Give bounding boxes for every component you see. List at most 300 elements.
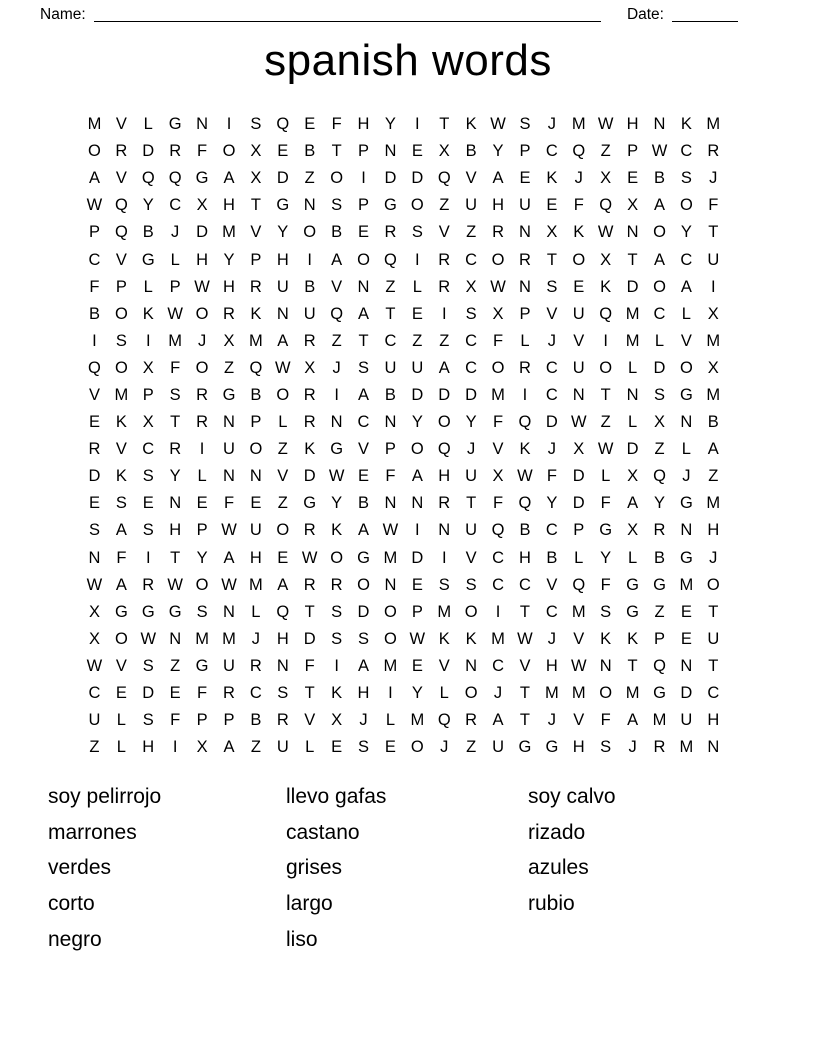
grid-letter: A xyxy=(115,575,127,594)
grid-letter: Z xyxy=(466,223,477,242)
grid-letter: B xyxy=(653,548,665,567)
grid-letter: T xyxy=(546,250,557,269)
grid-letter: P xyxy=(223,711,235,730)
grid-letter: Y xyxy=(411,684,423,703)
grid-letter: N xyxy=(196,115,209,134)
word-list-item: marrones xyxy=(48,820,137,844)
grid-row xyxy=(81,219,727,246)
grid-letter: H xyxy=(707,521,720,540)
grid-letter: N xyxy=(518,277,531,296)
grid-letter: X xyxy=(142,358,154,377)
grid-letter: E xyxy=(411,575,423,594)
grid-letter: E xyxy=(519,169,531,188)
grid-letter: O xyxy=(330,548,344,567)
grid-letter: Q xyxy=(114,196,128,215)
grid-letter: D xyxy=(438,385,451,404)
grid-letter: U xyxy=(680,711,693,730)
grid-letter: E xyxy=(384,738,396,757)
grid-letter: T xyxy=(304,602,315,621)
grid-letter: E xyxy=(627,169,639,188)
grid-letter: Q xyxy=(518,494,532,513)
grid-letter: Z xyxy=(89,738,100,757)
grid-letter: I xyxy=(92,331,97,350)
grid-letter: D xyxy=(142,684,155,703)
grid-letter: C xyxy=(88,250,101,269)
grid-letter: R xyxy=(196,413,209,432)
grid-letter: U xyxy=(465,467,478,486)
grid-letter: T xyxy=(304,684,315,703)
grid-letter: G xyxy=(141,250,155,269)
grid-letter: T xyxy=(600,385,611,404)
grid-letter: A xyxy=(115,521,127,540)
grid-letter: M xyxy=(706,331,721,350)
grid-letter: N xyxy=(411,494,424,513)
grid-letter: O xyxy=(276,385,290,404)
grid-letter: H xyxy=(276,629,289,648)
grid-letter: X xyxy=(88,602,100,621)
grid-letter: H xyxy=(438,467,451,486)
grid-letter: T xyxy=(466,494,477,513)
grid-letter: A xyxy=(223,169,235,188)
grid-letter: C xyxy=(384,331,397,350)
grid-letter: V xyxy=(438,223,450,242)
grid-row xyxy=(81,626,727,653)
grid-letter: P xyxy=(627,142,639,161)
grid-letter: F xyxy=(385,467,396,486)
grid-letter: M xyxy=(410,711,425,730)
grid-letter: R xyxy=(438,277,451,296)
grid-letter: B xyxy=(250,385,262,404)
grid-letter: S xyxy=(142,711,154,730)
grid-letter: D xyxy=(196,223,209,242)
grid-letter: A xyxy=(653,196,665,215)
grid-letter: C xyxy=(680,250,693,269)
grid-letter: U xyxy=(572,304,585,323)
grid-letter: B xyxy=(519,521,531,540)
grid-letter: L xyxy=(305,738,315,757)
grid-letter: E xyxy=(358,223,370,242)
grid-letter: P xyxy=(519,304,531,323)
grid-letter: O xyxy=(195,575,209,594)
grid-letter: O xyxy=(357,575,370,594)
grid-letter: Z xyxy=(412,331,423,350)
grid-letter: X xyxy=(573,440,585,459)
grid-letter: R xyxy=(223,304,235,323)
grid-letter: M xyxy=(571,115,586,134)
grid-letter: H xyxy=(626,115,639,134)
grid-letter: R xyxy=(303,331,316,350)
grid-letter: H xyxy=(545,656,558,675)
grid-letter: Y xyxy=(465,413,477,432)
grid-row xyxy=(81,301,727,328)
grid-letter: C xyxy=(357,413,370,432)
grid-letter: I xyxy=(441,548,447,567)
grid-letter: Q xyxy=(276,602,290,621)
letter-grid xyxy=(81,111,727,761)
grid-letter: O xyxy=(88,142,101,161)
grid-letter: F xyxy=(546,467,557,486)
grid-letter: O xyxy=(330,169,344,188)
grid-letter: I xyxy=(172,738,178,757)
grid-letter: L xyxy=(574,548,584,567)
grid-letter: Q xyxy=(114,223,128,242)
grid-letter: R xyxy=(223,684,235,703)
grid-letter: G xyxy=(195,169,209,188)
grid-letter: U xyxy=(303,304,316,323)
grid-letter: R xyxy=(438,494,451,513)
grid-letter: M xyxy=(625,684,640,703)
grid-letter: Q xyxy=(491,521,505,540)
grid-row xyxy=(81,707,727,734)
grid-letter: A xyxy=(492,169,504,188)
grid-letter: O xyxy=(276,521,290,540)
grid-letter: N xyxy=(653,115,666,134)
grid-letter: M xyxy=(625,304,640,323)
grid-letter: B xyxy=(465,142,477,161)
grid-letter: S xyxy=(115,494,127,513)
grid-letter: Z xyxy=(331,331,342,350)
word-list-item: grises xyxy=(286,856,343,880)
grid-letter: S xyxy=(331,629,343,648)
grid-letter: T xyxy=(627,656,638,675)
grid-letter: K xyxy=(331,684,343,703)
grid-row xyxy=(81,246,727,273)
grid-letter: S xyxy=(411,223,423,242)
grid-letter: O xyxy=(491,358,505,377)
grid-letter: U xyxy=(276,738,289,757)
grid-letter: W xyxy=(597,115,614,134)
grid-letter: D xyxy=(653,358,666,377)
grid-letter: R xyxy=(249,656,262,675)
grid-letter: R xyxy=(384,223,397,242)
grid-letter: X xyxy=(627,196,639,215)
grid-letter: C xyxy=(492,548,504,567)
grid-letter: W xyxy=(597,223,614,242)
grid-letter: B xyxy=(304,277,316,296)
grid-letter: X xyxy=(196,196,208,215)
grid-letter: Q xyxy=(249,358,263,377)
grid-letter: B xyxy=(331,223,343,242)
grid-letter: G xyxy=(168,115,182,134)
grid-letter: G xyxy=(222,385,236,404)
grid-letter: X xyxy=(250,169,262,188)
grid-letter: I xyxy=(334,656,339,675)
grid-letter: N xyxy=(223,467,235,486)
grid-letter: Y xyxy=(384,115,396,134)
grid-letter: T xyxy=(627,250,638,269)
grid-letter: G xyxy=(303,494,317,513)
grid-letter: U xyxy=(518,196,531,215)
grid-letter: Q xyxy=(572,575,586,594)
grid-row xyxy=(81,328,727,355)
grid-letter: C xyxy=(169,196,182,215)
grid-letter: O xyxy=(384,629,397,648)
grid-letter: M xyxy=(652,711,667,730)
grid-letter: O xyxy=(491,250,505,269)
grid-letter: V xyxy=(573,331,585,350)
grid-letter: F xyxy=(600,575,611,594)
grid-letter: H xyxy=(142,738,155,757)
grid-letter: M xyxy=(383,656,398,675)
grid-letter: N xyxy=(572,385,585,404)
grid-letter: K xyxy=(465,629,477,648)
grid-letter: L xyxy=(520,331,530,350)
grid-letter: W xyxy=(409,629,426,648)
grid-letter: H xyxy=(572,738,585,757)
grid-letter: G xyxy=(679,548,693,567)
grid-letter: O xyxy=(572,250,586,269)
grid-letter: N xyxy=(169,494,182,513)
grid-letter: U xyxy=(707,629,720,648)
grid-letter: H xyxy=(492,196,504,215)
grid-letter: S xyxy=(600,602,612,621)
grid-letter: Z xyxy=(654,602,665,621)
grid-letter: M xyxy=(571,684,586,703)
grid-letter: L xyxy=(143,277,153,296)
word-list-item: castano xyxy=(286,820,360,844)
grid-row xyxy=(81,192,727,219)
grid-letter: R xyxy=(518,250,531,269)
grid-letter: F xyxy=(116,548,127,567)
grid-letter: L xyxy=(681,440,691,459)
grid-letter: D xyxy=(572,494,585,513)
grid-letter: R xyxy=(465,711,478,730)
grid-letter: I xyxy=(307,250,312,269)
grid-letter: Y xyxy=(277,223,289,242)
grid-letter: T xyxy=(519,711,530,730)
grid-letter: X xyxy=(627,467,639,486)
grid-letter: W xyxy=(301,548,318,567)
grid-letter: C xyxy=(545,385,558,404)
grid-letter: K xyxy=(519,440,531,459)
grid-letter: R xyxy=(438,250,451,269)
grid-letter: C xyxy=(545,602,558,621)
grid-letter: T xyxy=(170,413,181,432)
grid-letter: C xyxy=(545,521,558,540)
grid-letter: I xyxy=(226,115,232,134)
grid-letter: M xyxy=(222,223,236,242)
grid-letter: X xyxy=(465,277,477,296)
grid-letter: S xyxy=(680,169,692,188)
grid-letter: N xyxy=(384,413,397,432)
grid-row xyxy=(81,680,727,707)
grid-letter: J xyxy=(547,440,556,459)
grid-letter: N xyxy=(680,413,693,432)
grid-letter: E xyxy=(331,738,343,757)
grid-letter: D xyxy=(303,467,316,486)
grid-letter: E xyxy=(411,304,423,323)
header-row xyxy=(40,0,738,26)
grid-letter: S xyxy=(465,575,477,594)
grid-letter: I xyxy=(441,304,447,323)
grid-letter: L xyxy=(251,602,261,621)
grid-letter: Z xyxy=(708,467,719,486)
grid-letter: N xyxy=(249,467,262,486)
grid-letter: D xyxy=(572,467,585,486)
grid-letter: P xyxy=(573,521,585,540)
grid-letter: S xyxy=(88,521,100,540)
grid-letter: T xyxy=(708,223,719,242)
grid-letter: W xyxy=(570,656,587,675)
grid-letter: V xyxy=(115,115,127,134)
grid-letter: Z xyxy=(170,656,181,675)
grid-letter: X xyxy=(223,331,235,350)
word-list-item: verdes xyxy=(48,856,112,880)
grid-letter: M xyxy=(706,115,721,134)
grid-letter: P xyxy=(653,629,665,648)
grid-letter: O xyxy=(114,358,128,377)
grid-letter: K xyxy=(600,277,612,296)
grid-letter: L xyxy=(170,250,180,269)
grid-letter: M xyxy=(195,629,209,648)
grid-letter: N xyxy=(88,548,101,567)
grid-letter: Z xyxy=(600,142,611,161)
grid-letter: M xyxy=(87,115,102,134)
grid-letter: S xyxy=(519,115,531,134)
grid-letter: Y xyxy=(331,494,343,513)
grid-letter: D xyxy=(411,169,424,188)
grid-letter: J xyxy=(467,440,476,459)
grid-letter: P xyxy=(411,602,423,621)
grid-letter: F xyxy=(170,358,181,377)
grid-letter: R xyxy=(653,738,666,757)
grid-letter: S xyxy=(331,196,343,215)
grid-letter: M xyxy=(679,575,694,594)
grid-letter: N xyxy=(276,304,289,323)
grid-letter: V xyxy=(358,440,370,459)
grid-letter: D xyxy=(680,684,693,703)
grid-letter: W xyxy=(86,656,103,675)
grid-letter: Z xyxy=(277,440,288,459)
grid-letter: W xyxy=(167,575,183,594)
grid-letter: Y xyxy=(196,548,208,567)
grid-letter: U xyxy=(411,358,424,377)
grid-letter: C xyxy=(465,331,478,350)
grid-letter: O xyxy=(195,304,209,323)
grid-letter: E xyxy=(680,629,692,648)
grid-letter: D xyxy=(384,169,397,188)
grid-letter: S xyxy=(358,358,370,377)
grid-letter: M xyxy=(114,385,129,404)
grid-letter: Q xyxy=(437,711,451,730)
grid-letter: A xyxy=(277,331,289,350)
grid-letter: P xyxy=(88,223,100,242)
grid-letter: Z xyxy=(385,277,396,296)
grid-letter: E xyxy=(277,548,289,567)
grid-letter: G xyxy=(599,521,613,540)
grid-letter: T xyxy=(519,684,530,703)
grid-letter: Q xyxy=(88,358,101,377)
grid-letter: E xyxy=(88,494,100,513)
grid-letter: S xyxy=(358,629,370,648)
grid-letter: P xyxy=(384,440,396,459)
grid-letter: R xyxy=(303,413,316,432)
grid-letter: Q xyxy=(330,304,344,323)
grid-letter: F xyxy=(197,684,208,703)
grid-letter: E xyxy=(680,602,692,621)
grid-letter: H xyxy=(223,196,235,215)
grid-letter: M xyxy=(706,494,721,513)
grid-letter: Q xyxy=(276,115,290,134)
grid-letter: P xyxy=(358,142,370,161)
grid-letter: O xyxy=(706,575,720,594)
grid-letter: N xyxy=(626,223,639,242)
grid-letter: S xyxy=(250,115,262,134)
grid-row xyxy=(81,734,727,761)
grid-letter: R xyxy=(518,358,531,377)
grid-letter: G xyxy=(330,440,344,459)
grid-row xyxy=(81,111,727,138)
grid-letter: T xyxy=(708,602,719,621)
grid-letter: I xyxy=(522,385,528,404)
grid-letter: E xyxy=(411,142,423,161)
grid-letter: V xyxy=(277,467,289,486)
grid-letter: O xyxy=(410,440,424,459)
grid-letter: A xyxy=(358,304,370,323)
grid-letter: L xyxy=(116,738,126,757)
grid-row xyxy=(81,545,727,572)
grid-letter: F xyxy=(600,494,611,513)
grid-letter: U xyxy=(572,358,585,377)
grid-letter: A xyxy=(358,521,370,540)
grid-letter: Z xyxy=(223,358,235,377)
grid-letter: M xyxy=(491,385,505,404)
grid-letter: A xyxy=(627,711,639,730)
grid-letter: B xyxy=(358,494,370,513)
grid-letter: Z xyxy=(439,331,450,350)
grid-letter: O xyxy=(114,629,128,648)
grid-letter: M xyxy=(249,331,263,350)
grid-letter: D xyxy=(142,142,155,161)
grid-letter: Y xyxy=(492,142,504,161)
grid-letter: T xyxy=(439,115,450,134)
grid-letter: X xyxy=(331,711,343,730)
grid-letter: U xyxy=(249,521,262,540)
grid-letter: N xyxy=(465,656,478,675)
grid-letter: O xyxy=(599,684,613,703)
grid-letter: N xyxy=(680,521,693,540)
grid-letter: E xyxy=(169,684,181,703)
grid-letter: O xyxy=(249,440,263,459)
word-list-item: rizado xyxy=(528,820,586,844)
grid-letter: S xyxy=(277,684,289,703)
word-list-item: negro xyxy=(48,927,102,951)
grid-letter: C xyxy=(88,684,101,703)
grid-letter: G xyxy=(679,385,693,404)
grid-letter: J xyxy=(197,331,207,350)
grid-letter: A xyxy=(627,494,639,513)
grid-letter: X xyxy=(627,521,639,540)
grid-letter: R xyxy=(303,575,316,594)
grid-letter: L xyxy=(439,684,449,703)
grid-letter: V xyxy=(331,277,343,296)
grid-letter: F xyxy=(304,656,315,675)
grid-letter: C xyxy=(653,304,666,323)
grid-letter: B xyxy=(546,548,558,567)
grid-letter: S xyxy=(142,656,154,675)
grid-letter: N xyxy=(384,575,397,594)
grid-letter: S xyxy=(196,602,208,621)
grid-letter: P xyxy=(358,196,370,215)
grid-letter: T xyxy=(170,548,181,567)
grid-letter: L xyxy=(681,304,691,323)
grid-letter: X xyxy=(438,142,450,161)
grid-letter: I xyxy=(603,331,608,350)
grid-letter: A xyxy=(358,656,370,675)
grid-row xyxy=(81,165,727,192)
grid-letter: H xyxy=(249,548,262,567)
grid-letter: N xyxy=(707,738,720,757)
